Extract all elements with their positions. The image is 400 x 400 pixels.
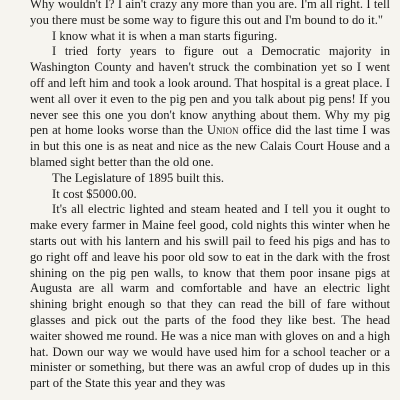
paragraph-3-text-after: office did the last time I was in but this one is as neat and nice as the new Calais Court House and a blamed sight better than the old one.	[30, 123, 390, 169]
paragraph-2: I know what it is when a man starts figuring.	[52, 28, 278, 43]
paragraph-3-text-before: I tried forty years to figure out a Democratic majority in Washington County and haven't struck the combination yet so I went off and left him and took a look around. That hospital is a great place. I went all over it even to the pig pen and you talk about pig pens! If you never see this one you don't know anything about them. Why my pig pen at home looks worse than the	[30, 44, 390, 138]
paragraph-4: The Legislature of 1895 built this.	[52, 170, 225, 185]
paragraph-3	[30, 44, 390, 170]
paragraph-6: It's all electric lighted and steam heated and I tell you it ought to make every farmer in Maine feel good, cold nights this winter when he starts out with his lantern and his swill pail to feed his pigs and has to go right off and leave his poor old sow to eat in the dark with the frost shining on the pig pen walls, to know that them poor insane pigs at Augusta are all warm and comfortable and have an electric light shining bright enough so that they can read the bill of fare without glasses and pick out the parts of the food they like best. The head waiter showed me round. He was a nice man with gloves on and a high hat. Down our way we would have used him for a school teacher or a minister or something, but there was an awful crop of dudes up in this part of the State this year and they was	[30, 202, 390, 391]
paragraph-1: Why wouldn't I? I ain't crazy any more than you are. I'm all right. I tell you there must be some way to figure this out and I'm bound to do it."	[30, 0, 390, 27]
union-smallcaps-word: Union	[206, 123, 239, 138]
paragraph-5: It cost $5000.00.	[52, 186, 137, 201]
text-block	[30, 0, 390, 392]
